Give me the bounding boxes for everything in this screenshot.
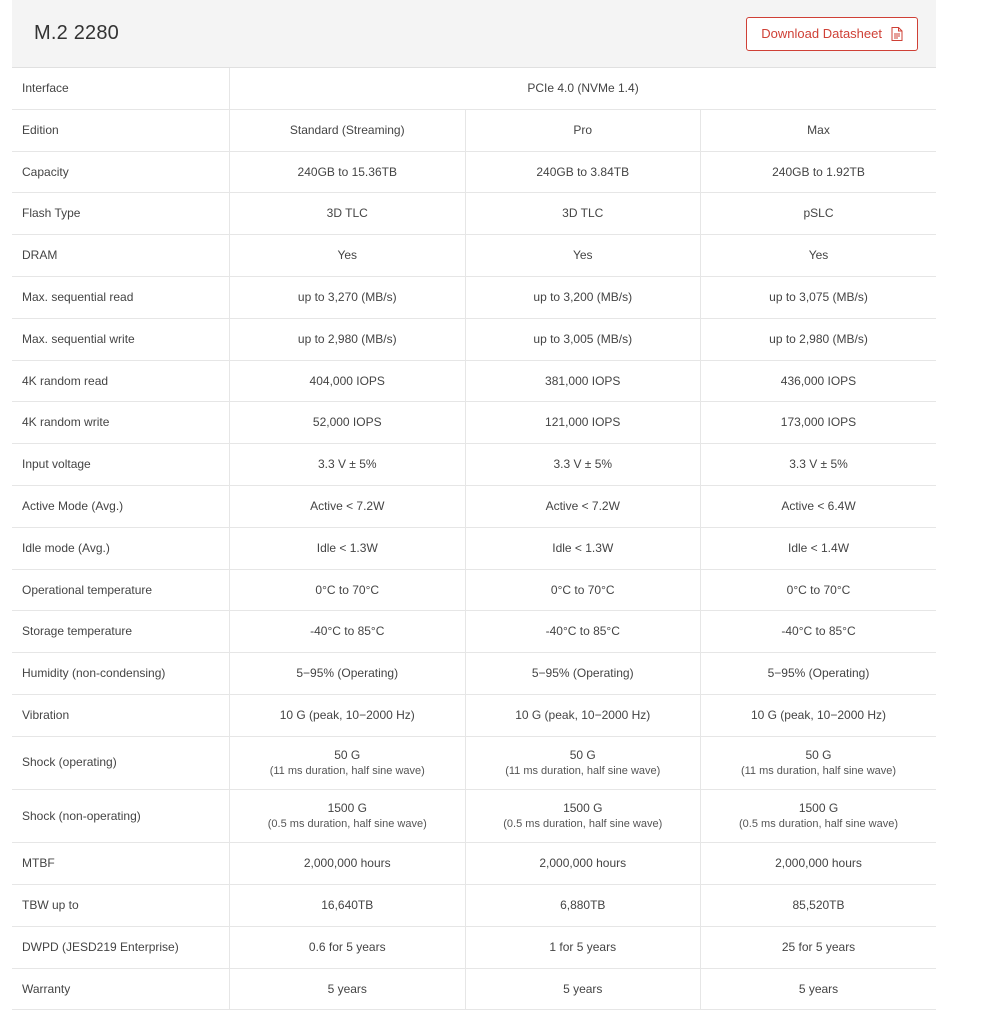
table-row bbox=[12, 968, 936, 1010]
table-row bbox=[12, 276, 936, 318]
row-value: 3D TLC bbox=[465, 193, 701, 235]
row-value-main: 1500 G bbox=[563, 800, 603, 815]
row-value: 5 years bbox=[230, 968, 466, 1010]
row-label: Capacity bbox=[12, 151, 230, 193]
row-value: 173,000 IOPS bbox=[701, 402, 937, 444]
row-value-sub: (11 ms duration, half sine wave) bbox=[269, 764, 425, 777]
table-row bbox=[12, 884, 936, 926]
row-value-sub: (0.5 ms duration, half sine wave) bbox=[267, 817, 427, 830]
row-value: up to 3,075 (MB/s) bbox=[701, 276, 937, 318]
row-value: 25 for 5 years bbox=[701, 926, 937, 968]
row-value: 2,000,000 hours bbox=[701, 843, 937, 885]
table-row bbox=[12, 611, 936, 653]
row-value-sub: (0.5 ms duration, half sine wave) bbox=[739, 817, 898, 830]
row-value: 10 G (peak, 10−2000 Hz) bbox=[465, 694, 701, 736]
table-row bbox=[12, 235, 936, 277]
row-value: 5 years bbox=[465, 968, 701, 1010]
row-value: 2,000,000 hours bbox=[465, 843, 701, 885]
row-label: Humidity (non-condensing) bbox=[12, 653, 230, 695]
row-label: Input voltage bbox=[12, 444, 230, 486]
row-value: 5−95% (Operating) bbox=[701, 653, 937, 695]
row-label: Max. sequential write bbox=[12, 318, 230, 360]
row-label: Shock (non-operating) bbox=[12, 789, 230, 842]
row-value: Pro bbox=[465, 109, 701, 151]
row-value: 10 G (peak, 10−2000 Hz) bbox=[230, 694, 466, 736]
row-value: 404,000 IOPS bbox=[230, 360, 466, 402]
row-value: Idle < 1.3W bbox=[230, 527, 466, 569]
row-value: Max bbox=[701, 109, 937, 151]
row-value-main: 50 G bbox=[334, 747, 361, 762]
row-value: Active < 7.2W bbox=[230, 485, 466, 527]
row-value: 6,880TB bbox=[465, 884, 701, 926]
row-label: Edition bbox=[12, 109, 230, 151]
table-row bbox=[12, 527, 936, 569]
row-label: Idle mode (Avg.) bbox=[12, 527, 230, 569]
table-row bbox=[12, 694, 936, 736]
row-value: up to 2,980 (MB/s) bbox=[701, 318, 937, 360]
spec-header bbox=[12, 0, 936, 68]
row-label: Interface bbox=[12, 68, 230, 109]
table-row bbox=[12, 653, 936, 695]
row-value-main: 1500 G bbox=[327, 800, 367, 815]
row-value bbox=[230, 736, 466, 789]
row-value: Idle < 1.4W bbox=[701, 527, 937, 569]
row-value: up to 3,270 (MB/s) bbox=[230, 276, 466, 318]
row-value: 5−95% (Operating) bbox=[230, 653, 466, 695]
row-value bbox=[465, 789, 701, 842]
table-row bbox=[12, 444, 936, 486]
row-value: 240GB to 15.36TB bbox=[230, 151, 466, 193]
row-value bbox=[465, 736, 701, 789]
row-value bbox=[230, 789, 466, 842]
row-value: Active < 7.2W bbox=[465, 485, 701, 527]
table-body bbox=[12, 68, 936, 109]
row-label: DWPD (JESD219 Enterprise) bbox=[12, 926, 230, 968]
row-value: 381,000 IOPS bbox=[465, 360, 701, 402]
row-label: Warranty bbox=[12, 968, 230, 1010]
row-value-main: 50 G bbox=[569, 747, 596, 762]
row-value: Standard (Streaming) bbox=[230, 109, 466, 151]
row-value: Yes bbox=[465, 235, 701, 277]
row-value: 240GB to 1.92TB bbox=[701, 151, 937, 193]
row-label: TBW up to bbox=[12, 884, 230, 926]
row-value: Active < 6.4W bbox=[701, 485, 937, 527]
row-value: 5−95% (Operating) bbox=[465, 653, 701, 695]
row-value: 52,000 IOPS bbox=[230, 402, 466, 444]
table-row bbox=[12, 318, 936, 360]
table-row bbox=[12, 485, 936, 527]
table-row bbox=[12, 736, 936, 789]
row-value bbox=[701, 789, 937, 842]
row-value: 3.3 V ± 5% bbox=[701, 444, 937, 486]
row-value bbox=[701, 736, 937, 789]
row-value-sub: (0.5 ms duration, half sine wave) bbox=[503, 817, 663, 830]
row-label: Operational temperature bbox=[12, 569, 230, 611]
table-row bbox=[12, 402, 936, 444]
table-row bbox=[12, 109, 936, 151]
row-value: pSLC bbox=[701, 193, 937, 235]
row-label: Flash Type bbox=[12, 193, 230, 235]
row-value: 10 G (peak, 10−2000 Hz) bbox=[701, 694, 937, 736]
spec-sheet bbox=[12, 0, 936, 1010]
row-value: 16,640TB bbox=[230, 884, 466, 926]
row-value: 240GB to 3.84TB bbox=[465, 151, 701, 193]
row-value-main: 1500 G bbox=[798, 800, 839, 815]
row-label: Shock (operating) bbox=[12, 736, 230, 789]
table-row bbox=[12, 68, 936, 109]
table-row bbox=[12, 926, 936, 968]
row-value: Idle < 1.3W bbox=[465, 527, 701, 569]
row-label: Storage temperature bbox=[12, 611, 230, 653]
row-value: 0°C to 70°C bbox=[230, 569, 466, 611]
row-label: 4K random write bbox=[12, 402, 230, 444]
download-datasheet-label: Download Datasheet bbox=[761, 26, 882, 41]
row-label: Max. sequential read bbox=[12, 276, 230, 318]
row-value: 85,520TB bbox=[701, 884, 937, 926]
row-value: Yes bbox=[230, 235, 466, 277]
row-value-sub: (11 ms duration, half sine wave) bbox=[740, 764, 897, 777]
row-value: 121,000 IOPS bbox=[465, 402, 701, 444]
row-value: 1 for 5 years bbox=[465, 926, 701, 968]
row-value-sub: (11 ms duration, half sine wave) bbox=[505, 764, 661, 777]
row-value: 0°C to 70°C bbox=[465, 569, 701, 611]
specifications-table bbox=[12, 68, 936, 1010]
row-label: Active Mode (Avg.) bbox=[12, 485, 230, 527]
row-label: 4K random read bbox=[12, 360, 230, 402]
document-icon bbox=[891, 27, 903, 41]
row-value: Yes bbox=[701, 235, 937, 277]
row-value: 2,000,000 hours bbox=[230, 843, 466, 885]
row-value: 3.3 V ± 5% bbox=[230, 444, 466, 486]
row-value-main: 50 G bbox=[805, 747, 832, 762]
row-value: -40°C to 85°C bbox=[465, 611, 701, 653]
table-row bbox=[12, 789, 936, 842]
table-rows bbox=[12, 109, 936, 1010]
table-row bbox=[12, 569, 936, 611]
row-label: DRAM bbox=[12, 235, 230, 277]
row-value: 436,000 IOPS bbox=[701, 360, 937, 402]
row-value: PCIe 4.0 (NVMe 1.4) bbox=[230, 68, 937, 109]
row-label: MTBF bbox=[12, 843, 230, 885]
row-value: 0°C to 70°C bbox=[701, 569, 937, 611]
row-label: Vibration bbox=[12, 694, 230, 736]
row-value: 3.3 V ± 5% bbox=[465, 444, 701, 486]
row-value: -40°C to 85°C bbox=[701, 611, 937, 653]
row-value: up to 2,980 (MB/s) bbox=[230, 318, 466, 360]
row-value: 3D TLC bbox=[230, 193, 466, 235]
table-row bbox=[12, 193, 936, 235]
row-value: 5 years bbox=[701, 968, 937, 1010]
page-title: M.2 2280 bbox=[34, 22, 119, 44]
download-datasheet-button[interactable] bbox=[746, 17, 918, 51]
row-value: -40°C to 85°C bbox=[230, 611, 466, 653]
row-value: up to 3,200 (MB/s) bbox=[465, 276, 701, 318]
table-row bbox=[12, 151, 936, 193]
table-row bbox=[12, 843, 936, 885]
table-row bbox=[12, 360, 936, 402]
row-value: 0.6 for 5 years bbox=[230, 926, 466, 968]
row-value: up to 3,005 (MB/s) bbox=[465, 318, 701, 360]
